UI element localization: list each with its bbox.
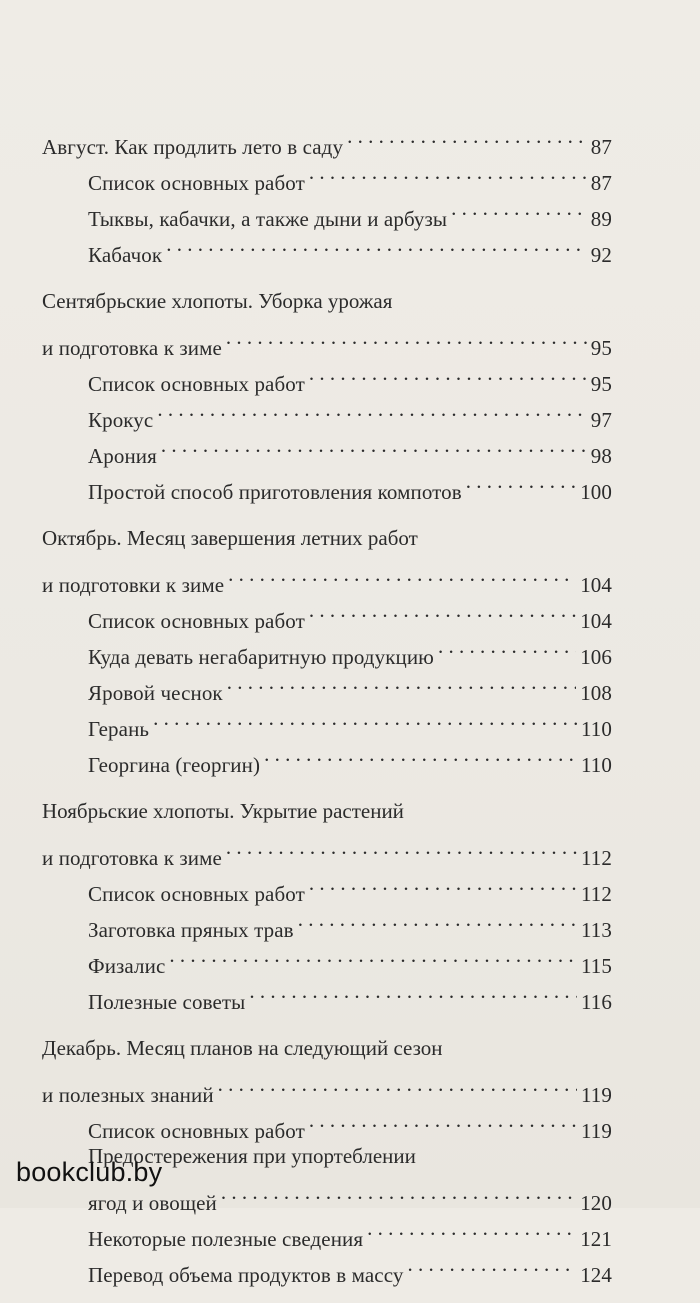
- dot-leader: [249, 973, 577, 1009]
- subentry-title: Простой способ приготовления компотов: [88, 480, 462, 504]
- section-title: и полезных знаний: [42, 1083, 214, 1107]
- dot-leader: [264, 736, 577, 772]
- page-number: 100: [580, 480, 612, 504]
- section-title-line: Октябрь. Месяц завершения летних работ: [42, 526, 418, 550]
- toc-section: [42, 118, 612, 267]
- section-title-entry: [42, 118, 612, 159]
- section-title-entry: [42, 829, 612, 870]
- page-number: 113: [580, 918, 612, 942]
- page-number: 106: [580, 645, 612, 669]
- page-number: 110: [580, 753, 612, 777]
- section-title-entry: [42, 319, 612, 360]
- section-title-entry: [42, 1066, 612, 1107]
- dot-leader: [226, 829, 577, 865]
- page-number: 104: [580, 573, 612, 597]
- subentry-title: Полезные советы: [88, 990, 246, 1014]
- dot-leader: [309, 355, 587, 391]
- toc-section: [42, 283, 612, 504]
- page-number: 112: [580, 882, 612, 906]
- section-title-line: Сентябрьские хлопоты. Уборка урожая: [42, 289, 393, 313]
- dot-leader: [367, 1210, 576, 1246]
- page-number: 108: [580, 681, 612, 705]
- page-number: 89: [590, 207, 612, 231]
- page-number: 87: [590, 171, 612, 195]
- page-number: 110: [580, 717, 612, 741]
- watermark: bookclub.by: [16, 1157, 163, 1187]
- dot-leader: [226, 319, 587, 355]
- page-number: 112: [580, 846, 612, 870]
- page-number: 121: [580, 1227, 612, 1251]
- subentry-title: Герань: [88, 717, 150, 741]
- dot-leader: [298, 901, 577, 937]
- page-number: 92: [590, 243, 612, 267]
- dot-leader: [218, 1066, 577, 1102]
- dot-leader: [227, 664, 576, 700]
- dot-leader: [451, 190, 587, 226]
- subentry-title: Физалис: [88, 954, 166, 978]
- toc-section: [42, 520, 612, 777]
- section-title: и подготовка к зиме: [42, 336, 222, 360]
- subentry-title: Список основных работ: [88, 882, 305, 906]
- dot-leader: [153, 700, 577, 736]
- subentry-title: Список основных работ: [88, 372, 305, 396]
- dot-leader: [166, 226, 587, 262]
- dot-leader: [407, 1246, 576, 1282]
- page-number: 104: [580, 609, 612, 633]
- page-number: 98: [590, 444, 612, 468]
- page-number: 116: [580, 990, 612, 1014]
- subentry-title: Георгина (георгин): [88, 753, 261, 777]
- subentry-title: Арония: [88, 444, 157, 468]
- section-title: и подготовки к зиме: [42, 573, 225, 597]
- dot-leader: [309, 154, 587, 190]
- subentry-title: Перевод объема продуктов в массу: [88, 1263, 404, 1287]
- dot-leader: [347, 118, 587, 154]
- page-number: 115: [580, 954, 612, 978]
- subentry-title: Заготовка пряных трав: [88, 918, 294, 942]
- dot-leader: [309, 865, 577, 901]
- dot-leader: [228, 556, 576, 592]
- subentry-title: Список основных работ: [88, 171, 305, 195]
- dot-leader: [161, 427, 587, 463]
- section-title-entry: [42, 556, 612, 597]
- page-number: 119: [580, 1083, 612, 1107]
- section-title: и подготовка к зиме: [42, 846, 222, 870]
- subentry-title: Крокус: [88, 408, 154, 432]
- section-title-line: Декабрь. Месяц планов на следующий сезон: [42, 1036, 443, 1060]
- dot-leader: [157, 391, 586, 427]
- page-number: 97: [590, 408, 612, 432]
- page-number: 119: [580, 1119, 612, 1143]
- page-number: 124: [580, 1263, 612, 1287]
- section-title-line: Ноябрьские хлопоты. Укрытие растений: [42, 799, 404, 823]
- page-number: 95: [590, 336, 612, 360]
- subentry-title: Список основных работ: [88, 609, 305, 633]
- dot-leader: [309, 592, 576, 628]
- dot-leader: [466, 463, 576, 499]
- subentry-title: Некоторые полезные сведения: [88, 1227, 364, 1251]
- page-number: 95: [590, 372, 612, 396]
- subentry-title: Список основных работ: [88, 1119, 305, 1143]
- subentry-title: ягод и овощей: [88, 1191, 217, 1215]
- dot-leader: [169, 937, 577, 973]
- page-number: 87: [590, 135, 612, 159]
- page-number: 120: [580, 1191, 612, 1215]
- toc-section: [42, 1030, 612, 1287]
- section-title: Август. Как продлить лето в саду: [42, 135, 344, 159]
- subentry-title: Тыквы, кабачки, а также дыни и арбузы: [88, 207, 448, 231]
- dot-leader: [309, 1102, 577, 1138]
- table-of-contents: [42, 118, 612, 1303]
- subentry-title: Куда девать негабаритную продукцию: [88, 645, 434, 669]
- dot-leader: [438, 628, 576, 664]
- toc-section: [42, 793, 612, 1014]
- subentry-title: Кабачок: [88, 243, 163, 267]
- subentry-title-line: Предостережения при упортеблении: [88, 1144, 416, 1168]
- dot-leader: [221, 1174, 576, 1210]
- subentry-title: Яровой чеснок: [88, 681, 223, 705]
